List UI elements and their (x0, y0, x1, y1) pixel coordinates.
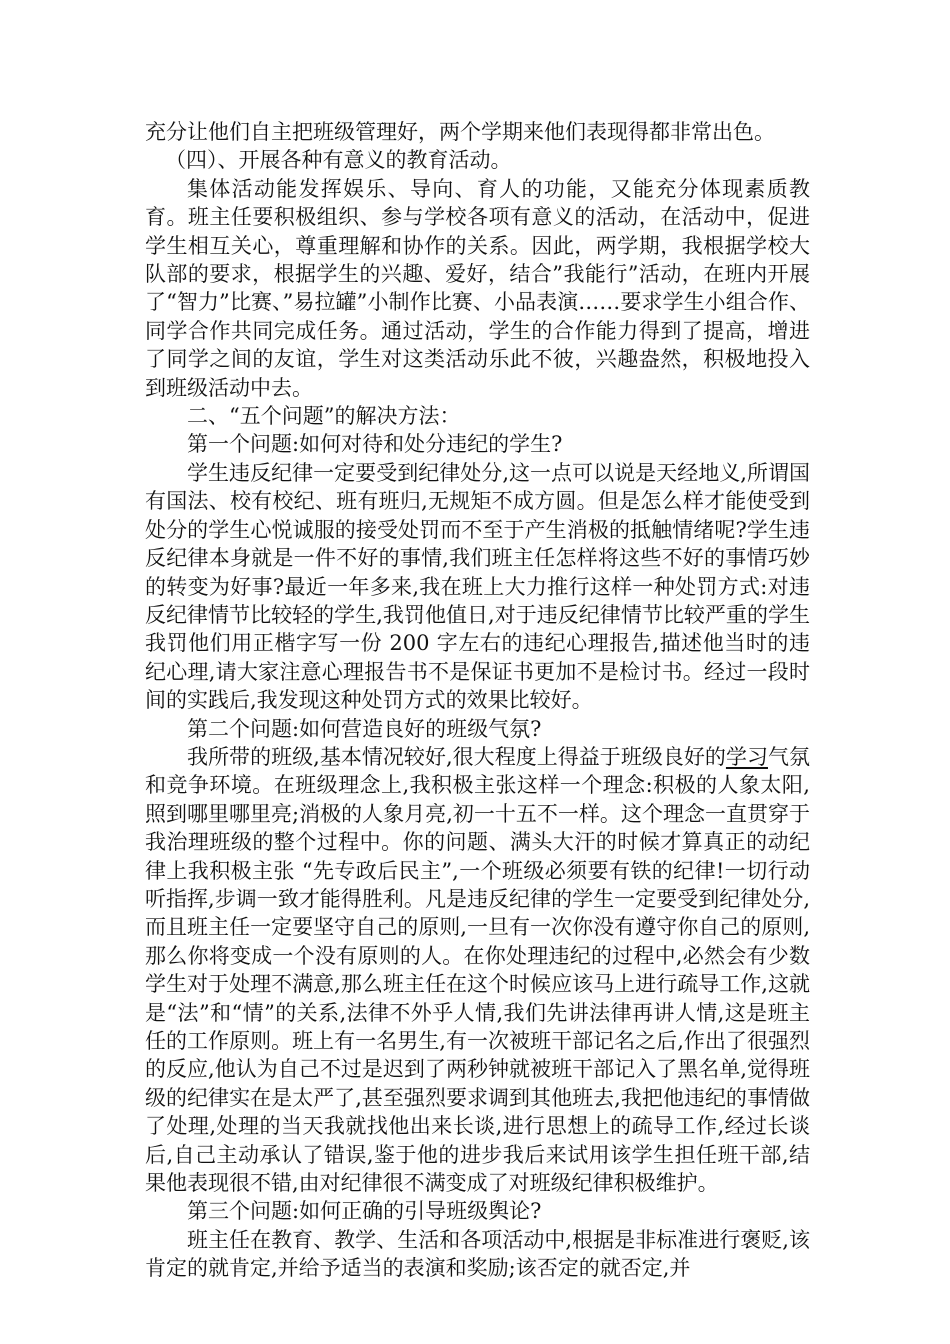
section-heading-five-problems: 二、“五个问题”的解决方法： (187, 404, 461, 429)
question-one-heading: 第一个问题:如何对待和处分违纪的学生? (187, 432, 563, 457)
paragraph-continuation: 充分让他们自主把班级管理好，两个学期来他们表现得都非常出色。 (145, 120, 775, 144)
paragraph-class-atmosphere (145, 743, 810, 1198)
paragraph-collective-activities: 集体活动能发挥娱乐、导向、育人的功能，又能充分体现素质教育。班主任要积极组织、参与学校各项有意义的活动，在活动中，促进学生相互关心，尊重理解和协作的关系。因此，两学期，我根据学校大队部的要求，根据学生的兴趣、爱好，结合”我能行”活动，在班内开展了“智力”比赛、”易拉罐”小制作比赛、小品表演……要求学生小组合作、同学合作共同完成任务。通过活动，学生的合作能力得到了提高，增进了同学之间的友谊，学生对这类活动乐此不彼，兴趣盎然，积极地投入到班级活动中去。 (145, 176, 810, 400)
paragraph-class-atmosphere-part2: 气氛和竞争环境。在班级理念上,我积极主张这样一个理念:积极的人象太阳,照到哪里哪里亮;消极的人象月亮,初一十五不一样。这个理念一直贯穿于我治理班级的整个过程中。你的问题、满头大汗的时候才算真正的动纪律上我积极主张 “先专政后民主”,一个班级必须要有铁的纪律!一切行动听指挥,步调一致才能得胜利。凡是违反纪律的学生一定要受到纪律处分,而且班主任一定要坚守自己的原则,一旦有一次你没有遵守你自己的原则,那么你将变成一个没有原则的人。在你处理违纪的过程中,必然会有少数学生对于处理不满意,那么班主任在这个时候应该马上进行疏导工作,这就是“法”和“情”的关系,法律不外乎人情,我们先讲法律再讲人情,这是班主任的工作原则。班上有一名男生,有一次被班干部记名之后,作出了很强烈的反应,他认为自己不过是迟到了两秒钟就被班干部记入了黑名单,觉得班级的纪律实在是太严了,甚至强烈要求调到其他班去,我把他违纪的事情做了处理,处理的当天我就找他出来长谈,进行思想上的疏导工作,经过长谈后,自己主动承认了错误,鉴于他的进步我后来试用该学生担任班干部,结果他表现很不错,由对纪律很不满变成了对班级纪律积极维护。 (145, 744, 811, 1196)
paragraph-discipline: 学生违反纪律一定要受到纪律处分,这一点可以说是天经地义,所谓国有国法、校有校纪、班有班归,无规矩不成方圆。但是怎么样才能使受到处分的学生心悦诚服的接受处罚而不至于产生消极的抵触情绪呢?学生违反纪律本身就是一件不好的事情,我们班主任怎样将这些不好的事情巧妙的转变为好事?最近一年多来,我在班上大力推行这样一种处罚方式:对违反纪律情节比较轻的学生,我罚他值日,对于违反纪律情节比较严重的学生我罚他们用正楷字写一份 200 字左右的违纪心理报告,描述他当时的违纪心理,请大家注意心理报告书不是保证书更加不是检讨书。经过一段时间的实践后,我发现这种处罚方式的效果比较好。 (145, 460, 810, 713)
document-body (145, 118, 810, 1283)
section-heading-four: （四）、开展各种有意义的教育活动。 (165, 148, 512, 173)
paragraph-class-atmosphere-part1: 我所带的班级,基本情况较好,很大程度上得益于班级良好的 (187, 744, 726, 769)
paragraph-public-opinion: 班主任在教育、教学、生活和各项活动中,根据是非标准进行褒贬,该肯定的就肯定,并给予适当的表演和奖励;该否定的就否定,并 (145, 1227, 810, 1281)
question-three-heading: 第三个问题:如何正确的引导班级舆论? (187, 1199, 542, 1224)
question-two-heading: 第二个问题:如何营造良好的班级气氛? (187, 716, 542, 741)
underlined-word: 学习 (725, 744, 768, 769)
